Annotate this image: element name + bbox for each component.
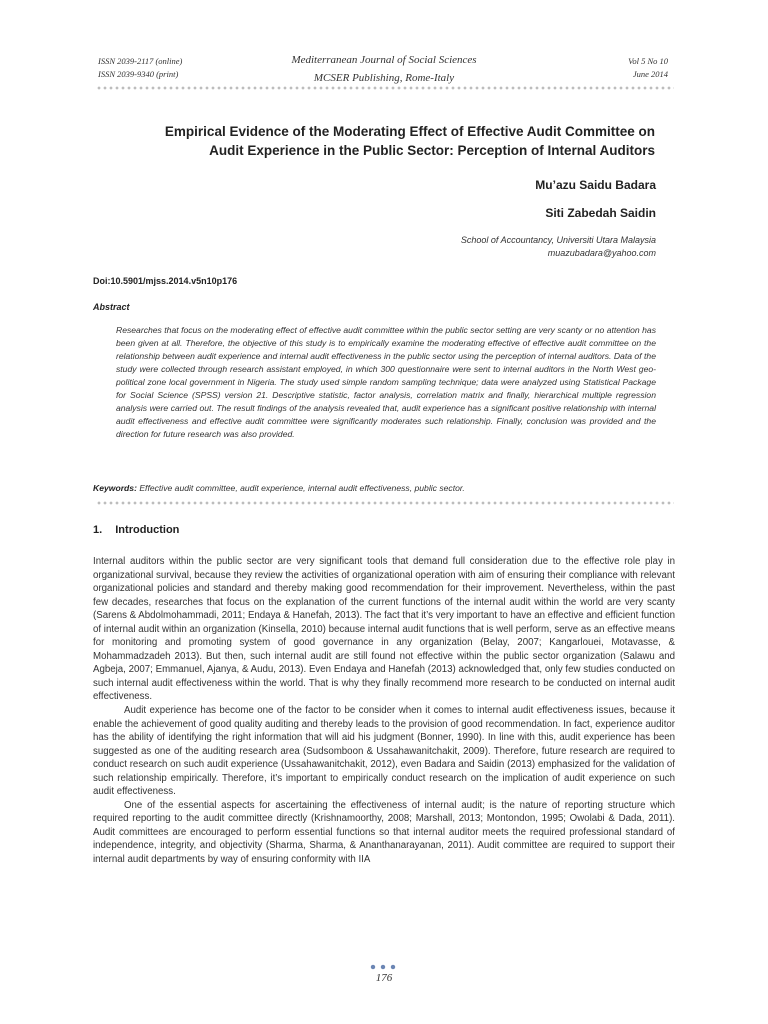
abstract-text: Researches that focus on the moderating effect of effective audit committee within the public sector setting are very scanty or no attention has been given at all. Therefore, the objective of this study is to empirically examine the moderating effective of effective audit committee on the relationship between audit experience and internal audit effectiveness in the public sector using the perception of internal auditors. Data of the study were collected through research assistant employed, in which 300 questionnaire were sent to internal auditors in the North West geo-political zone local government in Nigeria. The study used simple random sampling technique; data were analyzed using Statistical Package for Social Science (SPSS) version 21. Descriptive statistic, factor analysis, correlation matrix and finally, hierarchical multiple regression analysis were carried out. The result findings of the analysis revealed that, audit experience has a significant positive relationship with internal audit effectiveness and effective audit committee were significantly moderates such relationship. Finally, conclusion was provided and the direction for future research was also provided. <box>116 325 656 439</box>
author-2: Siti Zabedah Saidin <box>545 206 656 220</box>
abstract-heading: Abstract <box>93 302 130 312</box>
article-title <box>110 122 655 160</box>
footer-dots <box>368 964 400 970</box>
author-1: Mu’azu Saidu Badara <box>535 178 656 192</box>
volume-block <box>628 55 668 81</box>
volume: Vol 5 No 10 <box>628 56 668 66</box>
paragraph-3: One of the essential aspects for ascertaining the effectiveness of internal audit; is the nature of reporting structure which required reporting to the audit committee directly (Krishnamoorthy, 2008; Marshall, 2013; Montondon, 1995; Owolabi & Dada, 2011). Audit committees are encouraged to perform essential functions so that internal auditor meets the required professional standard of independence, integrity, and objectivity (Sharma, Sharma, & Ananthanarayanan, 2011). Audit committee are required to support their internal audit departments by way of ensuring conformity with IIA <box>93 799 675 866</box>
issue-date: June 2014 <box>632 69 668 79</box>
paragraph-2: Audit experience has become one of the factor to be consider when it comes to internal audit effectiveness issues, because it enable the achievement of good quality auditing and thereby leads to the provision of good recommendation. In fact, experience auditor has the ability of identifying the right information that will aid his judgment (Bonner, 1990). In line with this, audit experience has been suggested as one of the auditing research area (Sudsomboon & Ussahawanitchakit, 2009). Therefore, future research are required to conduct research on such audit experience (Ussahawanitchakit, 2012), even Badara and Saidin (2013) emphasized for the validation of such relationship empirically. Therefore, it’s important to empirically conduct research on the implication of audit experience on such audit effectiveness. <box>93 705 675 798</box>
paragraph-1: Internal auditors within the public sector are very significant tools that demand full consideration due to the effective role play in organizational survival, because they review the activities of organizational operation with aim of ensuring their compliance with relevant organizational policies and standard and thereby making good recommendation for their improvement. Nevertheless, within the past few decades, researches that focus on the explanation of the current functions of the internal audit within the world are very scanty (Sarens & Abdolmohammadi, 2011; Endaya & Hanefah, 2013). The fact that it’s very important to have an effective and efficient function of internal audit within an organization (Kinsella, 2010) because internal audit functions that is well perform, serve as an effective means for monitoring and promoting system of good governance in any organization (Belay, 2007; Kangarlouei, Motavasse, & Mohammadzadeh 2013). But then, such internal audit are still found not effective within the public sector organization (Salawu and Agbeja, 2007; Emmanuel, Ajanya, & Audu, 2013). Even Endaya and Hanefah (2013) acknowledged that, only few studies conducted on such internal audit effectiveness within the world. That is why they finally recommend more research to be conducted on internal audit effectiveness. <box>93 556 675 703</box>
section-body <box>93 555 675 867</box>
author-email[interactable]: muazubadara@yahoo.com <box>547 248 656 258</box>
header-divider <box>96 86 674 90</box>
section-number: 1. <box>93 524 103 536</box>
publisher: MCSER Publishing, Rome-Italy <box>313 72 455 84</box>
doi[interactable]: Doi:10.5901/mjss.2014.v5n10p176 <box>93 276 238 286</box>
title-line-2: Audit Experience in the Public Sector: Perception of Internal Auditors <box>209 143 655 158</box>
issn-online: ISSN 2039-2117 (online) <box>98 56 183 66</box>
section-divider <box>96 501 674 505</box>
keywords-label: Keywords: <box>93 483 137 493</box>
keywords-text: Effective audit committee, audit experience, internal audit effectiveness, public sector. <box>139 483 465 493</box>
affiliation: School of Accountancy, Universiti Utara Malaysia <box>460 235 656 245</box>
section-heading <box>93 524 179 536</box>
section-title: Introduction <box>115 524 180 536</box>
issn-print: ISSN 2039-9340 (print) <box>98 69 179 79</box>
title-line-1: Empirical Evidence of the Moderating Effect of Effective Audit Committee on <box>164 124 655 139</box>
page-number: 176 <box>375 972 393 984</box>
journal-name: Mediterranean Journal of Social Sciences <box>291 54 477 66</box>
keywords <box>93 483 465 493</box>
affiliation-block <box>461 234 656 260</box>
